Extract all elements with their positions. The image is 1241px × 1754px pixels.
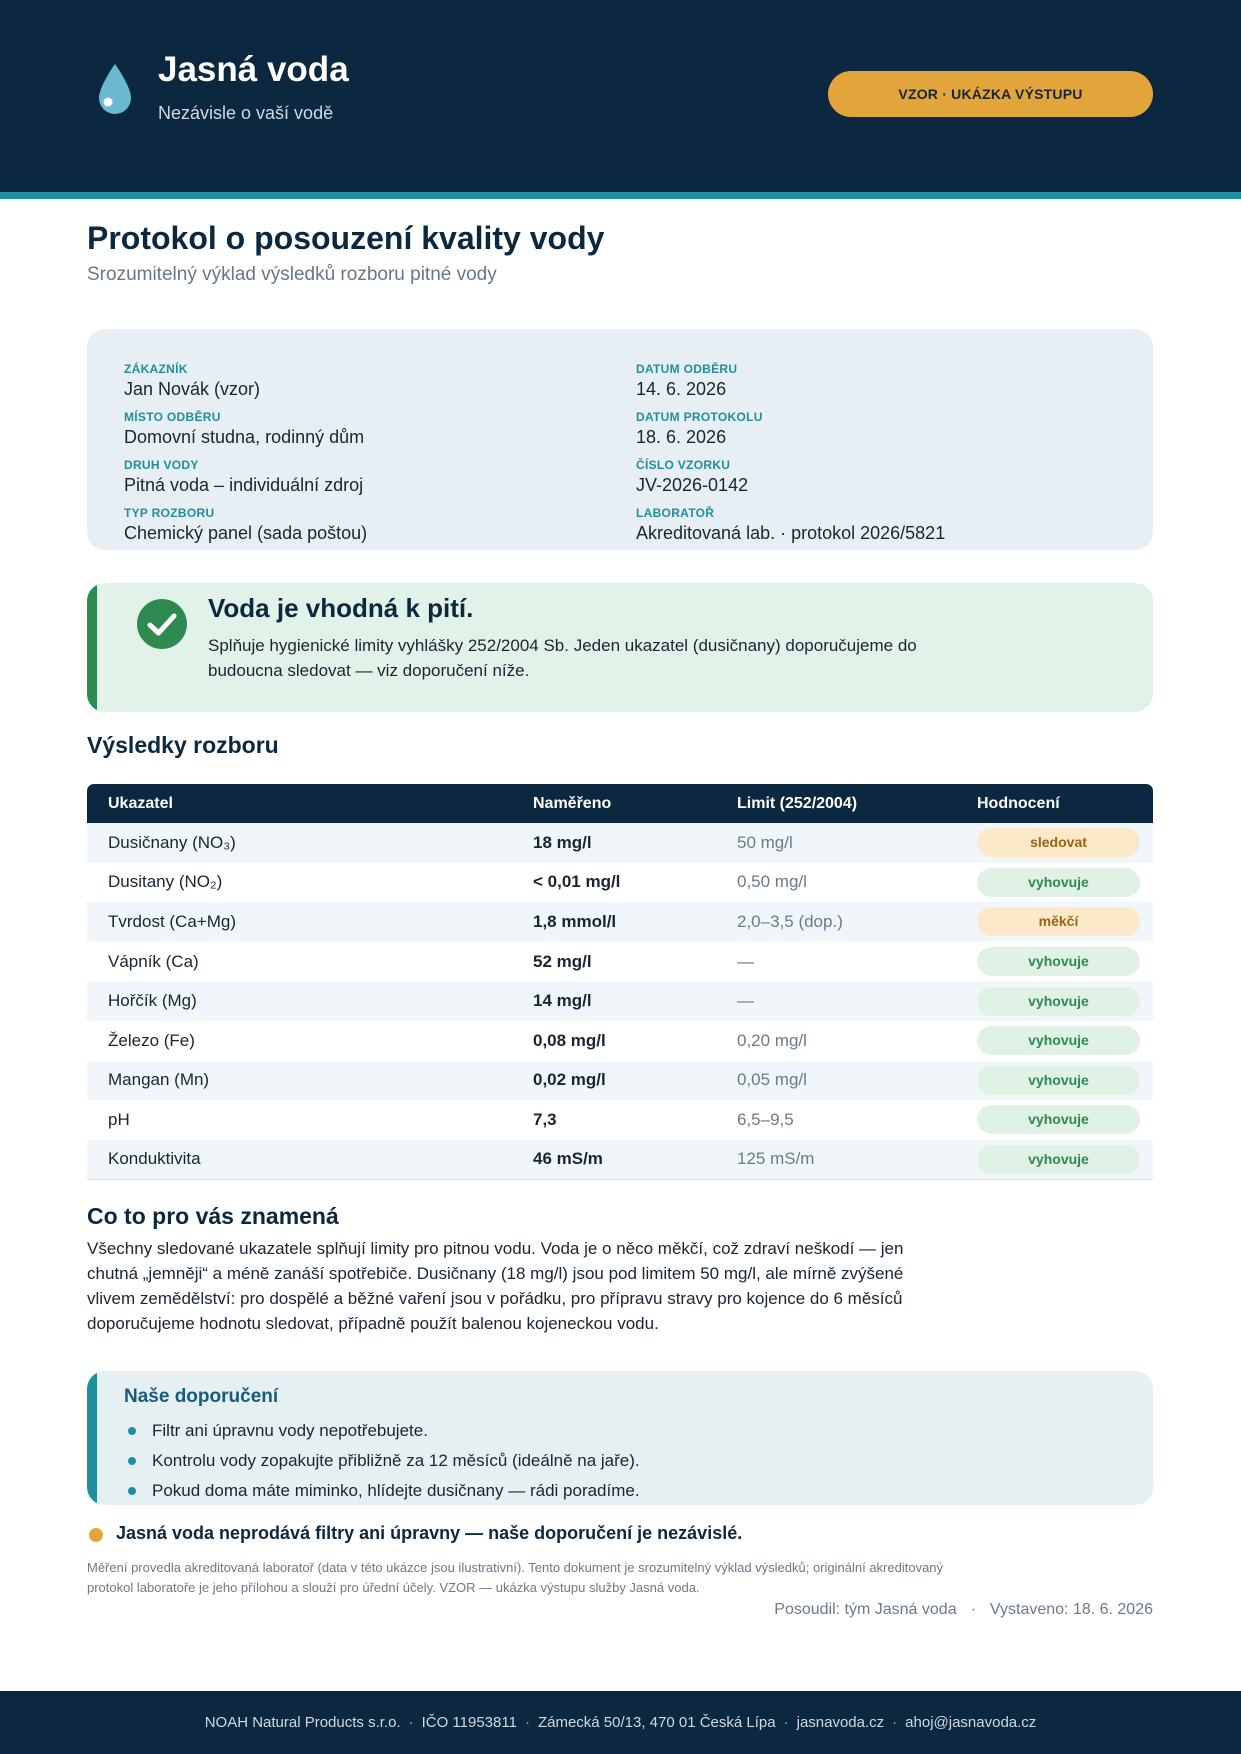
info-value: JV-2026-0142 bbox=[636, 475, 749, 495]
separator: · bbox=[408, 1714, 414, 1731]
brand-name: Jasná voda bbox=[158, 50, 349, 89]
info-column-left bbox=[124, 361, 367, 553]
limit-value: — bbox=[737, 991, 754, 1011]
bullet-icon bbox=[128, 1427, 136, 1435]
rating-cell bbox=[977, 863, 1153, 903]
table-row bbox=[87, 823, 1153, 863]
parameter-name: Dusitany (NO₂) bbox=[108, 872, 223, 892]
measured-value: 18 mg/l bbox=[533, 832, 592, 852]
rating-cell bbox=[977, 942, 1153, 982]
info-column-right bbox=[636, 361, 945, 553]
meaning-heading: Co to pro vás znamená bbox=[87, 1203, 339, 1229]
dot-icon bbox=[89, 1528, 103, 1542]
info-label: LABORATOŘ bbox=[636, 506, 715, 520]
info-label: ČÍSLO VZORKU bbox=[636, 458, 731, 472]
results-heading: Výsledky rozboru bbox=[87, 732, 279, 758]
limit-value: 50 mg/l bbox=[737, 832, 793, 852]
info-field-location bbox=[124, 409, 367, 457]
signoff bbox=[774, 1601, 1153, 1619]
limit-value: 0,05 mg/l bbox=[737, 1070, 807, 1090]
info-field-protocol-date bbox=[636, 409, 945, 457]
info-field-customer bbox=[124, 361, 367, 409]
info-value: Akreditovaná lab. · protokol 2026/5821 bbox=[636, 523, 946, 543]
info-value: Jan Novák (vzor) bbox=[124, 379, 261, 399]
status-badge: vyhovuje bbox=[977, 1105, 1140, 1134]
separator: · bbox=[783, 1714, 789, 1731]
verdict-box bbox=[87, 583, 1153, 712]
independence-note: Jasná voda neprodává filtry ani úpravny — naše doporučení je nezávislé. bbox=[116, 1523, 743, 1543]
parameter-name: pH bbox=[108, 1109, 130, 1129]
info-value: Pitná voda – individuální zdroj bbox=[124, 475, 364, 495]
fineprint: Měření provedla akreditovaná laboratoř (data v této ukázce jsou ilustrativní). Tento dokument je srozumitelný výklad výsledků; originální akreditovaný protokol laboratoře je jeho přílohou a slouží pro úřední účely. VZOR — ukázka výstupu služby Jasná voda. bbox=[87, 1560, 944, 1595]
footer bbox=[0, 1691, 1241, 1754]
table-row bbox=[87, 981, 1153, 1021]
header-accent-stripe bbox=[0, 192, 1241, 199]
status-badge: sledovat bbox=[977, 828, 1140, 857]
separator: · bbox=[524, 1714, 530, 1731]
rating-cell bbox=[977, 1021, 1153, 1061]
limit-value: 125 mS/m bbox=[737, 1140, 977, 1180]
recommendations-title: Naše doporučení bbox=[124, 1386, 279, 1407]
status-badge: měkčí bbox=[977, 907, 1140, 936]
measured-value: 1,8 mmol/l bbox=[533, 911, 617, 931]
info-field-sampling-date bbox=[636, 361, 945, 409]
recommendations-accent-bar bbox=[87, 1371, 97, 1505]
measured-value: < 0,01 mg/l bbox=[533, 872, 621, 892]
verdict-accent-bar bbox=[87, 583, 97, 712]
recommendations-box bbox=[87, 1371, 1153, 1505]
rating-cell bbox=[977, 1100, 1153, 1140]
parameter-name: Železo (Fe) bbox=[108, 1030, 195, 1050]
measured-value: 7,3 bbox=[533, 1109, 557, 1129]
header-banner bbox=[0, 0, 1241, 192]
brand-tagline: Nezávisle o vaší vodě bbox=[158, 103, 334, 123]
column-header-measured: Naměřeno bbox=[533, 794, 612, 812]
info-value: 18. 6. 2026 bbox=[636, 427, 727, 447]
results-table-body bbox=[87, 823, 1153, 1179]
info-field-analysis-type bbox=[124, 505, 367, 553]
recommendation-text: Pokud doma máte miminko, hlídejte dusičnany — rádi poradíme. bbox=[152, 1481, 640, 1500]
verdict-title: Voda je vhodná k pití. bbox=[208, 593, 474, 623]
parameter-name: Tvrdost (Ca+Mg) bbox=[108, 911, 236, 931]
rating-cell bbox=[977, 902, 1153, 942]
recommendation-text: Kontrolu vody zopakujte přibližně za 12 měsíců (ideálně na jaře). bbox=[152, 1451, 640, 1470]
info-label: TYP ROZBORU bbox=[124, 506, 215, 520]
footer-ico: IČO 11953811 bbox=[421, 1714, 517, 1731]
rating-cell bbox=[977, 981, 1153, 1021]
parameter-name: Vápník (Ca) bbox=[108, 951, 199, 971]
info-label: ZÁKAZNÍK bbox=[124, 362, 188, 376]
status-badge: vyhovuje bbox=[977, 868, 1140, 897]
parameter-name: Dusičnany (NO₃) bbox=[108, 832, 236, 852]
limit-value: 2,0–3,5 (dop.) bbox=[737, 911, 843, 931]
measured-value: 0,08 mg/l bbox=[533, 1030, 606, 1050]
list-item bbox=[124, 1446, 640, 1476]
recommendations-list bbox=[124, 1416, 640, 1505]
verdict-text: Splňuje hygienické limity vyhlášky 252/2004 Sb. Jeden ukazatel (dusičnany) doporučujeme do budoucna sledovat — viz doporučení níže. bbox=[208, 636, 917, 680]
status-badge: vyhovuje bbox=[977, 1145, 1140, 1174]
table-header-row bbox=[87, 784, 1153, 823]
parameter-name: Konduktivita bbox=[87, 1140, 533, 1180]
separator: · bbox=[970, 1601, 976, 1618]
measured-value: 52 mg/l bbox=[533, 951, 592, 971]
parameter-name: Mangan (Mn) bbox=[108, 1070, 210, 1090]
sample-info-card bbox=[87, 329, 1153, 550]
footer-company: NOAH Natural Products s.r.o. bbox=[204, 1714, 401, 1731]
results-table bbox=[87, 784, 1153, 1180]
column-header-rating: Hodnocení bbox=[977, 794, 1060, 812]
info-value: Chemický panel (sada poštou) bbox=[124, 523, 368, 543]
water-drop-icon bbox=[95, 62, 135, 118]
info-value: 14. 6. 2026 bbox=[636, 379, 727, 399]
table-row bbox=[87, 902, 1153, 942]
limit-value: 6,5–9,5 bbox=[737, 1109, 794, 1129]
rating-cell bbox=[977, 823, 1153, 863]
limit-value: 0,50 mg/l bbox=[737, 872, 807, 892]
check-circle-icon bbox=[137, 599, 187, 649]
info-value: Domovní studna, rodinný dům bbox=[124, 427, 365, 447]
meaning-text: Všechny sledované ukazatele splňují limity pro pitnou vodu. Voda je o něco měkčí, což zdraví neškodí — jen chutná „jemněji“ a méně zanáší spotřebiče. Dusičnany (18 mg/l) jsou pod limitem 50 mg/l, ale mírně zvýšené vlivem zemědělství: pro dospělé a běžné vaření jsou v pořádku, pro přípravu stravy pro kojence do 6 měsíců doporučujeme hodnotu sledovat, případně použít balenou kojeneckou vodu. bbox=[87, 1239, 904, 1333]
parameter-name: Hořčík (Mg) bbox=[108, 991, 197, 1011]
measured-value: 14 mg/l bbox=[533, 991, 592, 1011]
limit-value: 0,20 mg/l bbox=[737, 1030, 807, 1050]
status-badge: vyhovuje bbox=[977, 947, 1140, 976]
table-row bbox=[87, 863, 1153, 903]
limit-value: — bbox=[737, 951, 754, 971]
measured-value: 46 mS/m bbox=[533, 1140, 737, 1180]
rating-cell bbox=[977, 1140, 1153, 1180]
footer-address: Zámecká 50/13, 470 01 Česká Lípa bbox=[537, 1714, 776, 1731]
info-field-sample-number bbox=[636, 457, 945, 505]
list-item bbox=[124, 1416, 640, 1446]
document-subtitle: Srozumitelný výklad výsledků rozboru pitné vody bbox=[87, 264, 497, 285]
status-badge: vyhovuje bbox=[977, 987, 1140, 1016]
issued-date: Vystaveno: 18. 6. 2026 bbox=[989, 1601, 1153, 1618]
table-row bbox=[87, 942, 1153, 982]
status-badge: vyhovuje bbox=[977, 1026, 1140, 1055]
bullet-icon bbox=[128, 1457, 136, 1465]
bullet-icon bbox=[128, 1487, 136, 1495]
separator: · bbox=[892, 1714, 898, 1731]
status-badge: vyhovuje bbox=[977, 1066, 1140, 1095]
info-label: MÍSTO ODBĚRU bbox=[124, 410, 221, 424]
info-label: DATUM PROTOKOLU bbox=[636, 410, 763, 424]
column-header-parameter: Ukazatel bbox=[108, 794, 173, 812]
measured-value: 0,02 mg/l bbox=[533, 1070, 606, 1090]
info-field-laboratory bbox=[636, 505, 945, 553]
info-field-water-type bbox=[124, 457, 367, 505]
footer-web-link[interactable]: jasnavoda.cz bbox=[796, 1714, 885, 1731]
sample-badge: VZOR · UKÁZKA VÝSTUPU bbox=[828, 71, 1153, 117]
list-item bbox=[124, 1476, 640, 1505]
rating-cell bbox=[977, 1061, 1153, 1101]
recommendation-text: Filtr ani úpravnu vody nepotřebujete. bbox=[152, 1421, 428, 1440]
document-title: Protokol o posouzení kvality vody bbox=[87, 220, 605, 256]
info-label: DATUM ODBĚRU bbox=[636, 362, 738, 376]
table-row bbox=[87, 1140, 1153, 1180]
table-row bbox=[87, 1021, 1153, 1061]
table-row bbox=[87, 1100, 1153, 1140]
table-row bbox=[87, 1061, 1153, 1101]
footer-email-link[interactable]: ahoj@jasnavoda.cz bbox=[905, 1714, 1037, 1731]
info-label: DRUH VODY bbox=[124, 458, 199, 472]
reviewer: Posoudil: tým Jasná voda bbox=[774, 1601, 957, 1618]
column-header-limit: Limit (252/2004) bbox=[737, 794, 858, 812]
